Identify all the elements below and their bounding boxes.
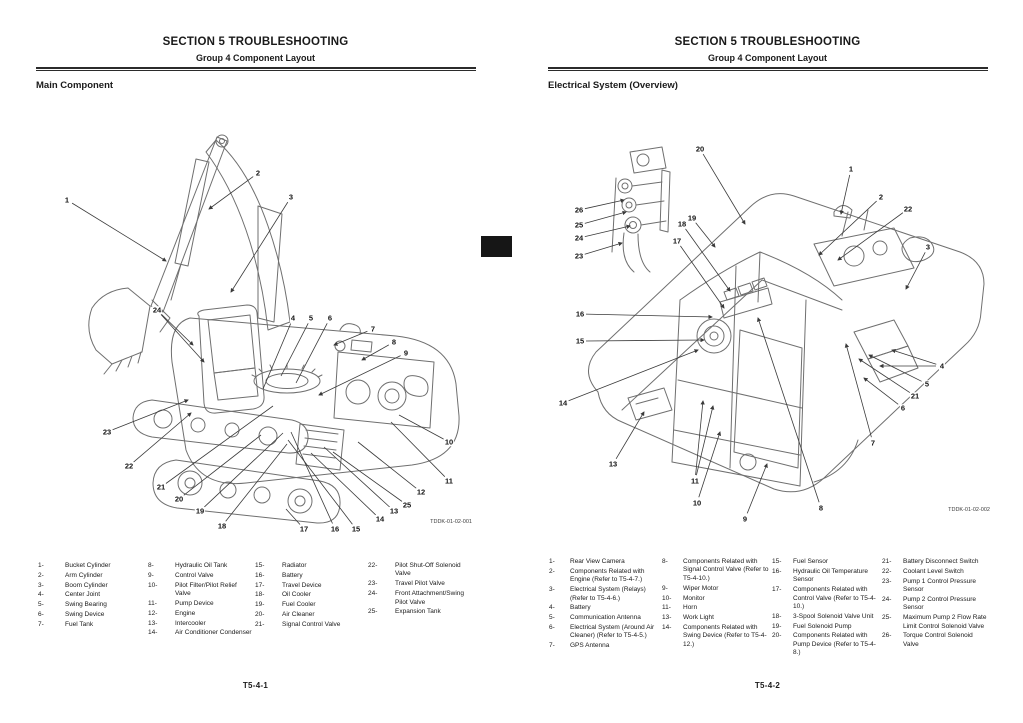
legend-item-1 [549, 558, 659, 566]
legend-item-label: Radiator [282, 562, 307, 569]
callout-8: 8 [391, 337, 397, 347]
callout-20: 20 [695, 144, 705, 154]
legend-item-label: Work Light [683, 614, 714, 622]
legend-item-22 [882, 568, 990, 576]
diagram-heading-electrical-system: Electrical System (Overview) [548, 80, 678, 91]
callout-7: 7 [370, 324, 376, 334]
callout-4: 4 [290, 313, 296, 323]
callout-14: 14 [375, 514, 385, 524]
legend-item-number: 14- [148, 629, 158, 637]
callout-18: 18 [217, 521, 227, 531]
legend-item-5 [38, 601, 143, 609]
legend-item-label: Coolant Level Switch [903, 567, 964, 575]
legend-item-9 [662, 585, 769, 593]
legend-item-9 [148, 572, 252, 580]
section-title: SECTION 5 TROUBLESHOOTING [674, 36, 861, 48]
legend-item-label: Engine [175, 609, 196, 617]
legend-item-3 [38, 582, 143, 590]
callout-6: 6 [327, 313, 333, 323]
legend-item-number: 26- [882, 632, 892, 640]
legend-item-label: Swing Bearing [65, 601, 107, 609]
legend-item-23 [368, 580, 474, 588]
legend-item-18 [255, 591, 365, 599]
legend-item-number: 23- [368, 580, 378, 588]
callout-22: 22 [124, 461, 134, 471]
callout-11: 11 [691, 476, 699, 486]
callout-12: 12 [416, 487, 426, 497]
legend-item-number: 20- [255, 611, 265, 619]
legend-item-number: 7- [549, 642, 555, 650]
callout-25: 25 [574, 220, 584, 230]
legend-item-number: 17- [255, 581, 265, 589]
legend-item-label: Fuel Sensor [793, 558, 829, 565]
callout-17: 17 [299, 524, 309, 534]
legend-item-number: 6- [38, 611, 44, 619]
page-number: T5-4-1 [242, 681, 269, 690]
legend-item-13 [662, 614, 769, 622]
legend-item-8 [662, 558, 769, 583]
legend-item-25 [882, 614, 990, 631]
legend-item-number: 5- [38, 601, 44, 609]
callout-26: 26 [574, 205, 584, 215]
legend-column-3 [255, 562, 365, 631]
callout-13: 13 [389, 506, 399, 516]
legend-item-label: Arm Cylinder [65, 571, 103, 579]
legend-item-label: Hydraulic Oil Temperature Sensor [793, 567, 869, 584]
legend-item-5 [549, 614, 659, 622]
legend-item-number: 1- [38, 562, 44, 569]
legend-column-2 [148, 562, 252, 639]
legend-item-26 [882, 632, 990, 649]
legend-item-number: 21- [882, 558, 892, 565]
callout-10: 10 [444, 437, 454, 447]
legend-item-label: GPS Antenna [570, 642, 610, 650]
legend-item-number: 19- [772, 622, 782, 630]
legend-item-11 [662, 604, 769, 612]
legend-item-number: 18- [772, 612, 782, 620]
callout-1: 1 [64, 195, 70, 205]
legend-item-label: Travel Pilot Valve [395, 580, 445, 588]
legend-item-label: Electrical System (Around Air Cleaner) (Refer to T5-4-5.) [570, 624, 655, 640]
legend-item-label: Air Cleaner [282, 611, 315, 619]
legend-item-10 [662, 595, 769, 603]
group-title: Group 4 Component Layout [708, 53, 827, 63]
legend-item-13 [148, 620, 252, 628]
legend-item-19 [772, 623, 879, 631]
callout-23: 23 [574, 251, 584, 261]
legend-item-number: 10- [662, 594, 672, 602]
legend-item-label: Horn [683, 604, 698, 612]
callout-16: 16 [575, 309, 585, 319]
legend-item-label: Signal Control Valve [282, 620, 341, 628]
callout-4: 4 [939, 361, 945, 371]
legend-item-label: Pilot Filter/Pilot Relief Valve [175, 581, 237, 598]
legend-item-number: 9- [662, 584, 668, 592]
legend-item-label: Intercooler [175, 619, 206, 627]
legend-item-number: 2- [38, 571, 44, 579]
legend-item-label: Fuel Tank [65, 620, 94, 628]
legend-item-label: Battery [282, 571, 303, 579]
callout-2: 2 [255, 168, 261, 178]
callout-14: 14 [558, 398, 568, 408]
page-right [512, 0, 1023, 723]
legend-item-number: 9- [148, 571, 154, 579]
callout-24: 24 [152, 305, 162, 315]
legend-item-6 [549, 624, 659, 641]
legend-item-number: 24- [882, 595, 892, 603]
callout-22: 22 [903, 204, 913, 214]
legend-item-label: Maximum Pump 2 Flow Rate Limit Control Solenoid Valve [903, 614, 987, 630]
legend-item-label: Pump 1 Control Pressure Sensor [903, 577, 976, 594]
callout-9: 9 [742, 514, 748, 524]
legend-item-16 [772, 568, 879, 585]
legend-item-25 [368, 608, 474, 616]
callout-5: 5 [308, 313, 314, 323]
legend-item-label: Components Related with Engine (Refer to T5-4-7.) [570, 567, 645, 584]
legend-item-number: 2- [549, 567, 555, 575]
callout-16: 16 [330, 524, 340, 534]
legend-item-20 [772, 632, 879, 657]
legend-item-number: 3- [549, 586, 555, 594]
legend-item-11 [148, 600, 252, 608]
page-number: T5-4-2 [754, 681, 781, 690]
callout-1: 1 [848, 164, 854, 174]
legend-item-number: 15- [255, 562, 265, 569]
legend-item-number: 6- [549, 624, 555, 632]
legend-item-label: Wiper Motor [683, 584, 719, 592]
callout-18: 18 [677, 219, 687, 229]
legend-item-label: Hydraulic Oil Tank [175, 562, 228, 569]
legend-item-2 [38, 572, 143, 580]
legend-item-label: Communication Antenna [570, 614, 641, 622]
legend-item-2 [549, 568, 659, 585]
legend-item-23 [882, 578, 990, 595]
callout-17: 17 [672, 236, 682, 246]
legend-item-label: Components Related with Signal Control Valve (Refer to T5-4-10.) [683, 558, 769, 582]
legend-item-17 [772, 586, 879, 611]
legend-item-label: Torque Control Solenoid Valve [903, 632, 973, 648]
legend-item-label: Battery [570, 604, 591, 612]
legend-item-label: Components Related with Swing Device (Refer to T5-4-12.) [683, 624, 767, 648]
legend-item-number: 11- [148, 599, 157, 607]
legend-item-number: 21- [255, 620, 265, 628]
legend-item-7 [38, 621, 143, 629]
legend-column-4 [368, 562, 474, 618]
legend-item-1 [38, 562, 143, 570]
legend-item-number: 24- [368, 590, 378, 598]
figure-id: TDDK-01-02-001 [430, 519, 472, 525]
legend-item-number: 20- [772, 632, 782, 640]
callout-2: 2 [878, 192, 884, 202]
callout-19: 19 [195, 506, 205, 516]
legend-item-number: 3- [38, 581, 44, 589]
legend-column-4 [882, 558, 990, 651]
legend-item-label: 3-Spool Solenoid Valve Unit [793, 612, 874, 620]
legend-item-label: Control Valve [175, 571, 214, 579]
legend-item-17 [255, 582, 365, 590]
legend-item-18 [772, 613, 879, 621]
callout-15: 15 [575, 336, 585, 346]
legend-item-4 [549, 604, 659, 612]
legend-item-14 [148, 629, 252, 637]
legend-item-label: Fuel Cooler [282, 601, 316, 609]
legend-item-number: 19- [255, 601, 265, 609]
legend-item-19 [255, 601, 365, 609]
legend-item-label: Pump 2 Control Pressure Sensor [903, 595, 976, 612]
legend-item-label: Air Conditioner Condenser [175, 629, 252, 637]
legend-item-21 [255, 621, 365, 629]
legend-item-15 [772, 558, 879, 566]
legend-item-number: 8- [662, 558, 668, 565]
page-left [0, 0, 511, 723]
legend-item-number: 18- [255, 591, 265, 599]
legend-item-7 [549, 642, 659, 650]
callout-8: 8 [818, 503, 824, 513]
legend-item-number: 13- [662, 614, 672, 622]
callout-21: 21 [156, 482, 166, 492]
legend-item-16 [255, 572, 365, 580]
legend-item-22 [368, 562, 474, 579]
legend-item-number: 7- [38, 620, 44, 628]
legend-column-2 [662, 558, 769, 651]
legend-item-label: Bucket Cylinder [65, 562, 111, 569]
callout-5: 5 [924, 379, 930, 389]
legend-item-15 [255, 562, 365, 570]
diagram-heading-main-component: Main Component [36, 80, 114, 91]
legend-item-label: Components Related with Pump Device (Refer to T5-4-8.) [793, 632, 876, 657]
legend-item-12 [148, 610, 252, 618]
legend-item-number: 4- [38, 591, 44, 599]
legend-item-number: 17- [772, 586, 782, 594]
section-thumb-tab [481, 236, 512, 257]
legend-item-3 [549, 586, 659, 603]
legend-item-number: 22- [882, 567, 892, 575]
legend-item-number: 12- [148, 609, 158, 617]
legend-item-label: Components Related with Control Valve (Refer to T5-4-10.) [793, 586, 876, 610]
callout-3: 3 [925, 242, 931, 252]
callout-20: 20 [174, 494, 184, 504]
callout-15: 15 [351, 524, 361, 534]
callout-25: 25 [402, 500, 412, 510]
legend-item-number: 14- [662, 624, 672, 632]
legend-item-20 [255, 611, 365, 619]
legend-item-number: 22- [368, 562, 378, 569]
legend-item-label: Pilot Shut-Off Solenoid Valve [395, 562, 461, 578]
callout-10: 10 [692, 498, 702, 508]
callout-21: 21 [910, 391, 920, 401]
legend-column-3 [772, 558, 879, 659]
callout-6: 6 [900, 403, 906, 413]
legend-item-8 [148, 562, 252, 570]
callout-13: 13 [608, 459, 618, 469]
section-title: SECTION 5 TROUBLESHOOTING [162, 36, 349, 48]
callout-19: 19 [687, 213, 697, 223]
group-title: Group 4 Component Layout [196, 53, 315, 63]
legend-item-label: Swing Device [65, 611, 105, 619]
legend-item-number: 8- [148, 562, 154, 569]
legend-item-label: Monitor [683, 594, 705, 602]
callout-24: 24 [574, 233, 584, 243]
legend-item-4 [38, 591, 143, 599]
legend-item-number: 13- [148, 619, 158, 627]
legend-column-1 [38, 562, 143, 631]
legend-item-label: Rear View Camera [570, 558, 625, 565]
legend-item-label: Center Joint [65, 591, 101, 599]
legend-item-label: Fuel Solenoid Pump [793, 622, 852, 630]
figure-id: TDDK-01-02-002 [948, 507, 990, 513]
legend-item-number: 10- [148, 581, 158, 589]
callout-23: 23 [102, 427, 112, 437]
legend-item-number: 15- [772, 558, 782, 565]
legend-item-number: 1- [549, 558, 555, 565]
callout-9: 9 [403, 348, 409, 358]
legend-item-10 [148, 582, 252, 599]
callout-3: 3 [288, 192, 294, 202]
legend-item-label: Oil Cooler [282, 591, 311, 599]
legend-column-1 [549, 558, 659, 652]
callout-11: 11 [445, 476, 453, 486]
legend-item-label: Electrical System (Relays) (Refer to T5-4-6.) [570, 586, 646, 602]
legend-item-label: Front Attachment/Swing Pilot Valve [395, 590, 465, 606]
legend-item-label: Travel Device [282, 581, 322, 589]
legend-item-number: 11- [662, 604, 671, 612]
legend-item-number: 25- [368, 608, 378, 616]
legend-item-24 [882, 596, 990, 613]
legend-item-number: 4- [549, 604, 555, 612]
legend-item-number: 16- [255, 571, 265, 579]
legend-item-24 [368, 590, 474, 607]
legend-item-21 [882, 558, 990, 566]
legend-item-number: 16- [772, 567, 782, 575]
legend-item-label: Battery Disconnect Switch [903, 558, 979, 565]
legend-item-label: Boom Cylinder [65, 581, 108, 589]
legend-item-14 [662, 624, 769, 649]
callout-7: 7 [870, 438, 876, 448]
legend-item-label: Pump Device [175, 599, 214, 607]
legend-item-number: 5- [549, 614, 555, 622]
legend-item-number: 25- [882, 614, 892, 622]
legend-item-6 [38, 611, 143, 619]
legend-item-number: 23- [882, 577, 892, 585]
legend-item-label: Expansion Tank [395, 608, 441, 616]
